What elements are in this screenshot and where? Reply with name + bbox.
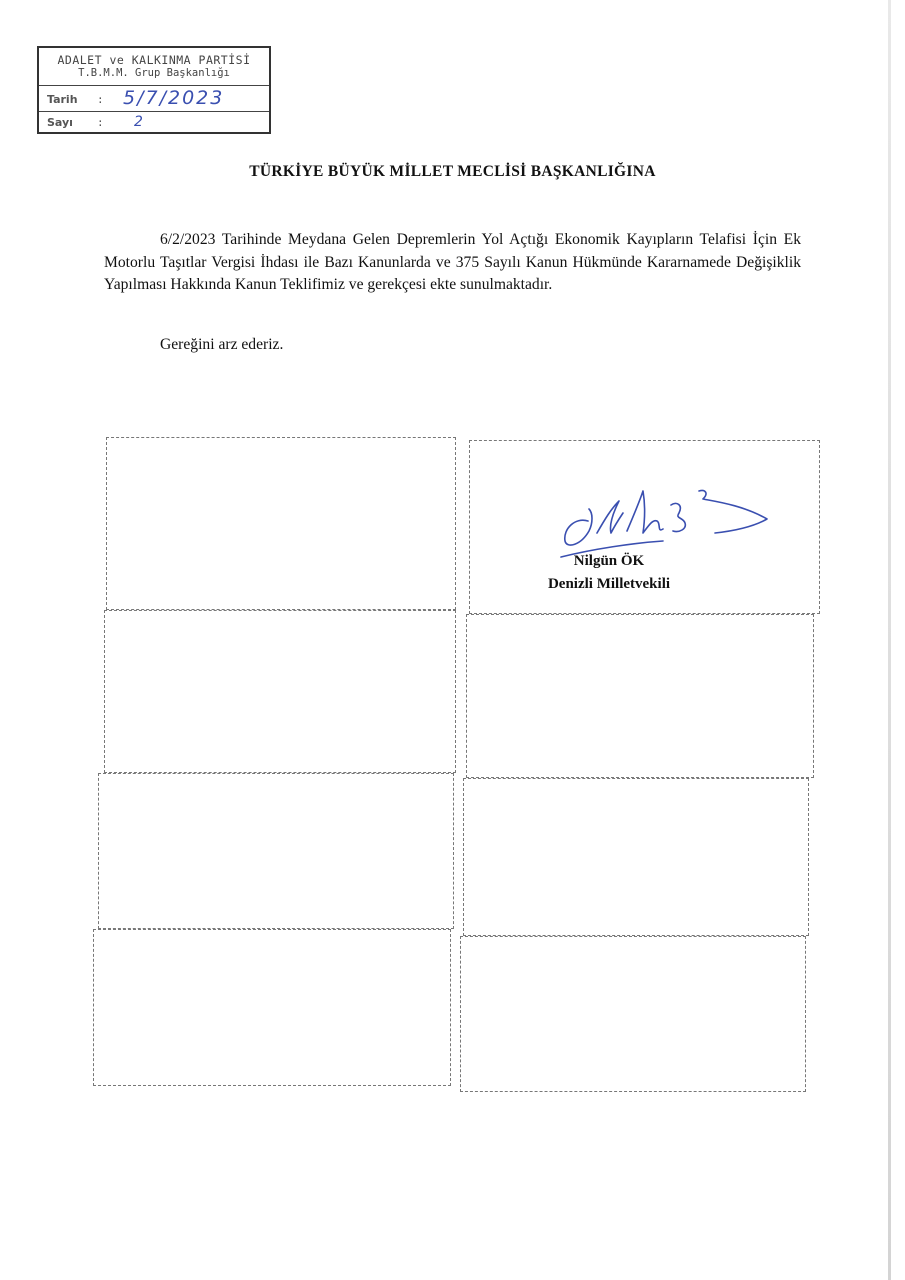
stamp-colon: : bbox=[97, 116, 104, 129]
closing-line: Gereğini arz ederiz. bbox=[160, 336, 284, 353]
signature-cell bbox=[463, 778, 809, 936]
document-body: 6/2/2023 Tarihinde Meydana Gelen Depremlerin Yol Açtığı Ekonomik Kayıpların Telafisi İçin Ek Motorlu Taşıtlar Vergisi İhdası ile Bazı Kanunlarda ve 375 Sayılı Kanun Hükmünde Kararnamede Değişiklik Yapılması Hakkında Kanun Teklifimiz ve gerekçesi ekte sunulmaktadır. bbox=[104, 231, 801, 293]
signature-cell bbox=[466, 614, 814, 778]
stamp-number-value: 2 bbox=[134, 114, 143, 130]
signature-cell bbox=[104, 610, 456, 773]
stamp-organization: ADALET ve KALKINMA PARTİSİ bbox=[57, 53, 251, 67]
signature-cell bbox=[106, 437, 456, 610]
signature-cell bbox=[93, 929, 451, 1086]
stamp-colon: : bbox=[97, 93, 104, 106]
stamp-date-label: Tarih bbox=[47, 93, 78, 106]
document-title: TÜRKİYE BÜYÜK MİLLET MECLİSİ BAŞKANLIĞINA bbox=[249, 163, 656, 180]
signature-cell bbox=[98, 773, 454, 929]
stamp-unit: T.B.M.M. Grup Başkanlığı bbox=[78, 67, 230, 79]
signature-cell bbox=[460, 936, 806, 1092]
signatory-title: Denizli Milletvekili bbox=[547, 576, 671, 592]
stamp-date-value: 5/7/2023 bbox=[123, 87, 225, 109]
handwritten-signature bbox=[553, 483, 778, 563]
signatory-name: Nilgün ÖK bbox=[573, 553, 645, 569]
stamp-number-label: Sayı bbox=[47, 116, 73, 129]
